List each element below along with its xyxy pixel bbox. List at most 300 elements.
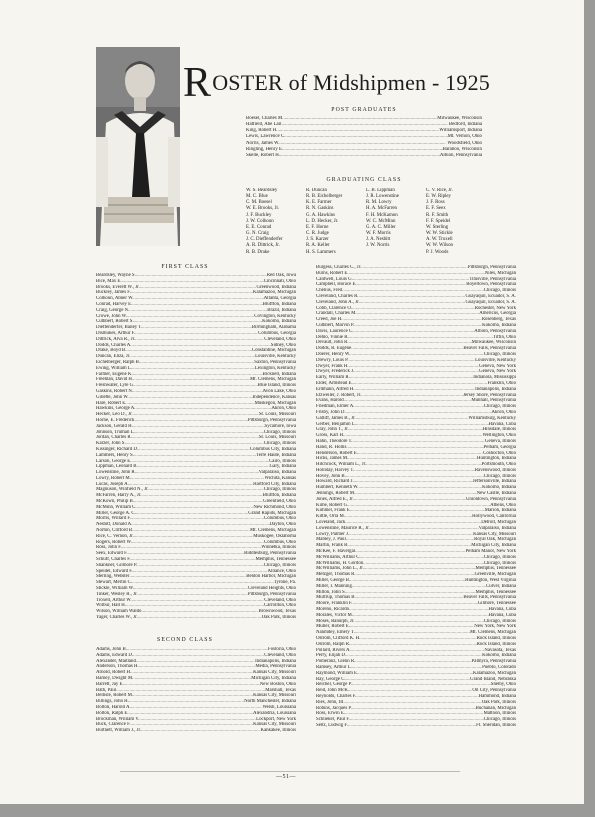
entry-name: Etzweiler, J. Robert, Jr. bbox=[316, 392, 362, 398]
entry-hometown: Oak Park, Illinois bbox=[261, 615, 296, 621]
graduate-name: W. C. McMinn bbox=[366, 218, 396, 224]
entry-hometown: New Boston, Ohio bbox=[259, 681, 296, 687]
entry-name: Hitchcock, William L., Jr. bbox=[316, 462, 367, 468]
entry-name: Friedman, Elmer A. bbox=[316, 404, 355, 410]
entry-hometown: Fostoria, Ohio bbox=[268, 647, 296, 652]
entry-hometown: Cincinnati, Ohio bbox=[263, 278, 296, 284]
entry-name: Rice, C. Vernon, Jr. bbox=[96, 533, 134, 539]
entry-hometown: Geneva, New York bbox=[479, 363, 516, 369]
entry-name: Cuthbert, Robert S. bbox=[96, 319, 134, 325]
entry-name: McWilliams, John L., Jr. bbox=[316, 566, 364, 572]
entry-name: Farmer, Eugene K. bbox=[96, 371, 133, 377]
graduate-name: J. R. Lowenstine bbox=[366, 194, 399, 200]
entry-name: Lowenstine, Maurice R., Jr. bbox=[316, 525, 370, 531]
graduate-name: G. A. C. Miller bbox=[366, 224, 396, 230]
roster-entry bbox=[96, 615, 296, 621]
entry-name: Larson, George E. bbox=[96, 458, 132, 464]
page-title bbox=[183, 62, 581, 104]
roster-entry bbox=[96, 728, 296, 734]
graduate-name: A. R. Dittrick, Jr. bbox=[246, 243, 280, 249]
entry-hometown: Bluffton, Indiana bbox=[262, 301, 296, 307]
graduate-name: P. J. Woods bbox=[426, 249, 449, 255]
entry-hometown: Kokomo, Indiana bbox=[482, 485, 516, 491]
entry-name: Seex, Edward F. bbox=[96, 551, 128, 557]
entry-hometown: Memphis, Tennessee bbox=[475, 589, 516, 595]
entry-name: Freshwater, Lyle G. bbox=[96, 383, 135, 389]
graduate-name: W. W. Wilson bbox=[426, 243, 453, 249]
entry-name: Kittle, Orra M. bbox=[316, 514, 346, 520]
entry-hometown: Pittsburgh, Pennsylvania bbox=[467, 265, 516, 270]
entry-hometown: Chicago, Illinois bbox=[263, 562, 296, 568]
entry-name: Gerber, Benjamin L. bbox=[316, 421, 356, 427]
entry-name: Alexander, Maitland bbox=[96, 658, 136, 664]
entry-name: Ross, Erwin E. bbox=[316, 711, 346, 717]
entry-name: Muller, Robert E. bbox=[316, 624, 350, 630]
entry-hometown: New Castle, Indiana bbox=[476, 491, 516, 497]
entry-hometown: Williamsport, Indiana bbox=[439, 128, 482, 134]
entry-name: Robins, Jacques P. bbox=[316, 705, 352, 711]
entry-hometown: Hollywood, California bbox=[472, 514, 516, 520]
entry-name: Martin, Frank R. bbox=[316, 543, 349, 549]
entry-name: Lowry, Palmer J. bbox=[316, 531, 350, 537]
entry-hometown: Hammond, Indiana bbox=[478, 693, 516, 699]
entry-hometown: Jeffersonville, Indiana bbox=[472, 479, 516, 485]
entry-hometown: Havana, Cuba bbox=[488, 607, 516, 613]
entry-hometown: Gilmore, Tennessee bbox=[477, 601, 516, 607]
page-number: —51— bbox=[276, 774, 296, 780]
entry-name: Metzger, Thomas R. bbox=[316, 572, 356, 578]
entry-name: Nanmdey, Emery T. bbox=[316, 630, 355, 636]
entry-hometown: Columbus City, Indiana bbox=[249, 446, 296, 452]
entry-hometown: Greenwood, Indiana bbox=[256, 284, 296, 290]
entry-name: Lippman, Leonard B. bbox=[96, 464, 138, 470]
entry-hometown: Chicago, Illinois bbox=[263, 441, 296, 447]
entry-name: Conrad, Harvey E. bbox=[96, 301, 133, 307]
post-graduate-entry bbox=[246, 153, 482, 159]
graduate-name: G. A. Hawkins bbox=[306, 212, 336, 218]
graduate-name: W. E. Brooks, Jr. bbox=[246, 206, 280, 212]
entry-hometown: Mt. Vernon, Ohio bbox=[447, 134, 482, 140]
entry-hometown: Cleveland, Ohio bbox=[264, 652, 296, 658]
entry-hometown: Coshocton, Ohio bbox=[483, 450, 516, 456]
graduate-name: H. A. McFarren bbox=[366, 206, 397, 212]
graduate-name: E. F. Seex bbox=[426, 206, 446, 212]
entry-hometown: Valparaiso, Indiana bbox=[478, 525, 516, 531]
entry-name: Miller, I. Manning bbox=[316, 583, 352, 589]
entry-name: Yager, Charles W., Jr. bbox=[96, 615, 138, 621]
entry-name: Barrett, Jay E. bbox=[96, 681, 124, 687]
graduating-class-column bbox=[426, 188, 486, 256]
entry-hometown: Milwaukee, Wisconsin bbox=[437, 116, 482, 121]
entry-hometown: Rosenberg, Texas bbox=[481, 317, 516, 323]
entry-hometown: Grand Island, Nebraska bbox=[470, 676, 516, 682]
entry-name: Karzer, John S. bbox=[96, 441, 126, 447]
entry-name: Billings, John H. bbox=[96, 699, 129, 705]
entry-hometown: Woodsfield, Ohio bbox=[447, 140, 482, 146]
entry-name: McWilliams, Arthur C. bbox=[316, 554, 361, 560]
entry-hometown: Chicago, Illinois bbox=[483, 351, 516, 357]
entry-name: Kissinger, Richard D. bbox=[96, 446, 139, 452]
entry-name: Lammers, Henry S. bbox=[96, 452, 134, 458]
graduate-name: L. B. Lippman bbox=[366, 188, 395, 193]
entry-name: Drewry, Louis P. bbox=[316, 357, 349, 363]
entry-name: Buckley, James F. bbox=[96, 290, 131, 296]
entry-name: Hahn, Theodore T. bbox=[316, 438, 353, 444]
entry-hometown: Chicago, Illinois bbox=[483, 560, 516, 566]
entry-name: Erdmann, Alfred H. bbox=[316, 386, 355, 392]
entry-hometown: Mt. Clemens, Michigan bbox=[249, 528, 296, 534]
graduate-name: W. F. Morris bbox=[366, 231, 391, 237]
graduate-name: R. N. Gaskins bbox=[306, 206, 334, 212]
entry-hometown: Boyertown, Pennsylvania bbox=[466, 282, 516, 288]
entry-hometown: Indianapolis, Indiana bbox=[255, 658, 296, 664]
entry-hometown: St. Louis, Missouri bbox=[258, 435, 296, 441]
entry-hometown: Geneva, New York bbox=[479, 369, 516, 375]
graduating-class-heading: GRADUATING CLASS bbox=[326, 177, 402, 183]
entry-hometown: Blue Island, Illinois bbox=[257, 383, 296, 389]
entry-hometown: Greenfield, Ohio bbox=[263, 499, 296, 505]
entry-hometown: Pittsburgh, Pennsylvania bbox=[247, 591, 296, 597]
entry-name: Lowry, Robert M. bbox=[96, 475, 131, 481]
graduate-name: H. S. Lammers bbox=[306, 249, 336, 255]
entry-hometown: Cleveland, Ohio bbox=[264, 597, 296, 603]
entry-name: Bolton, Harold A. bbox=[96, 704, 131, 710]
entry-hometown: Grand Rapids, Michigan bbox=[248, 510, 296, 516]
entry-hometown: Huntington, Indiana bbox=[476, 456, 516, 462]
entry-name: Reynolds, Charles F. bbox=[316, 693, 357, 699]
entry-hometown: Akron, Ohio bbox=[491, 409, 516, 415]
entry-hometown: Kansas City, Missouri bbox=[473, 531, 516, 537]
entry-hometown: Independence, Kansas bbox=[252, 394, 296, 400]
graduate-name: M. C. Blue bbox=[246, 194, 268, 200]
entry-hometown: Louisville, Kentucky bbox=[475, 357, 516, 363]
second-class-heading: SECOND CLASS bbox=[157, 637, 213, 643]
entry-name: Caldwell, Louis G. bbox=[316, 276, 353, 282]
entry-name: Barney, Dwight M. bbox=[96, 675, 134, 681]
entry-name: Buck, Clarence F. bbox=[96, 722, 131, 728]
entry-name: Jones, Alfred E., Jr. bbox=[316, 496, 354, 502]
entry-name: Adams, Edward D. bbox=[96, 652, 134, 658]
entry-name: Brockman, William V. bbox=[96, 716, 140, 722]
entry-hometown: Lockport, New York bbox=[256, 716, 296, 722]
entry-name: Ostrom, Clifford K. H. bbox=[316, 636, 361, 641]
entry-name: Dismukes, Arthur F. bbox=[96, 330, 136, 336]
entry-name: Burgess, Charles C., Jr. bbox=[316, 265, 362, 270]
entry-name: Troxell, Arthur W. bbox=[96, 597, 132, 603]
entry-hometown: Portsmouth, Ohio bbox=[481, 462, 516, 468]
graduate-name: R. M. Lowry bbox=[366, 200, 392, 206]
entry-hometown: Constantine, Michigan bbox=[251, 348, 296, 354]
entry-hometown: Beaver Falls, Pennsylvania bbox=[463, 346, 516, 352]
entry-hometown: Benton Harbor, Michigan bbox=[246, 574, 296, 580]
entry-name: Nesbitt, Donald A. bbox=[96, 522, 133, 528]
entry-name: Craig, George N. bbox=[96, 307, 130, 313]
entry-hometown: Brownwood, Texas bbox=[258, 609, 296, 615]
entry-hometown: Albion, Pennsylvania bbox=[474, 328, 516, 334]
footer-rule bbox=[120, 771, 460, 772]
entry-name: Ross, John F. bbox=[96, 545, 122, 551]
title-rest: OSTER of Midshipmen - 1925 bbox=[212, 70, 490, 95]
entry-hometown: Media, Pennsylvania bbox=[255, 664, 296, 670]
entry-hometown: Albion, Pennsylvania bbox=[439, 152, 482, 158]
graduate-name: C. M. Boesel bbox=[246, 200, 272, 206]
entry-hometown: Jersey Shore, Pennsylvania bbox=[463, 392, 516, 398]
entry-hometown: Chicago, Illinois bbox=[263, 487, 296, 493]
graduate-name: R. Duncan bbox=[306, 188, 327, 193]
entry-hometown: Alliance, Ohio bbox=[267, 568, 296, 574]
entry-name: Hawkins, George A. bbox=[96, 406, 136, 412]
entry-hometown: Atlanta, Georgia bbox=[263, 296, 296, 302]
entry-hometown: Gary, Indiana bbox=[269, 464, 296, 470]
entry-hometown: Baraboo, Wisconsin bbox=[442, 146, 482, 152]
entry-hometown: Kansas City, Missouri bbox=[253, 670, 296, 676]
graduate-name: R. F. Smith bbox=[426, 212, 449, 218]
entry-hometown: Pueblo, Colorado bbox=[482, 664, 516, 670]
entry-hometown: Chicago, Illinois bbox=[483, 288, 516, 294]
entry-hometown: Indianola, Mississippi bbox=[473, 375, 516, 381]
entry-name: McMinn, William C. bbox=[96, 504, 137, 510]
graduating-class-column bbox=[306, 188, 366, 256]
entry-name: Wilson, William Waldo bbox=[96, 609, 142, 615]
entry-hometown: Louisville, Kentucky bbox=[255, 354, 296, 360]
entry-name: Anderson, Thomas H. bbox=[96, 664, 139, 670]
graduate-name: R. B. Eichelberger bbox=[306, 194, 343, 200]
entry-name: Norris, James W. bbox=[246, 140, 280, 146]
entry-hometown: Lexington, Kentucky bbox=[254, 365, 296, 371]
entry-hometown: Columbus, Ohio bbox=[263, 539, 296, 545]
entry-hometown: Chicago, Illinois bbox=[483, 554, 516, 560]
entry-name: Arnold, Robert H. bbox=[96, 670, 132, 676]
entry-name: McFarren, Harry A., Jr. bbox=[96, 493, 142, 499]
entry-name: Gaskins, Robert N. bbox=[96, 388, 134, 394]
entry-hometown: Avon Lake, Ohio bbox=[262, 388, 296, 394]
entry-name: Speidel, Edward F. bbox=[96, 568, 133, 574]
entry-name: Schuff, Charles F. bbox=[96, 557, 131, 563]
entry-hometown: Chicago, Illinois bbox=[263, 429, 296, 435]
midshipman-portrait bbox=[96, 47, 180, 246]
entry-hometown: Chicago, Illinois bbox=[483, 404, 516, 410]
entry-name: Cleveland, John A., Jr. bbox=[316, 299, 360, 305]
entry-hometown: Red Oak, Iowa bbox=[266, 273, 296, 278]
entry-name: McWilliams, H. Gordon bbox=[316, 560, 364, 566]
leader-dots bbox=[280, 153, 440, 159]
entry-name: Henderson, Robert E. bbox=[316, 450, 358, 456]
entry-hometown: Carrollton, Ohio bbox=[263, 603, 296, 609]
entry-name: Lucas, Joseph A. bbox=[96, 481, 129, 487]
entry-hometown: Michigan City, Indiana bbox=[251, 675, 296, 681]
entry-hometown: Cleveland Heights, Ohio bbox=[247, 586, 296, 592]
entry-hometown: Mt. Clemens, Michigan bbox=[249, 377, 296, 383]
entry-hometown: Riddlesburg, Pennsylvania bbox=[244, 551, 296, 557]
entry-name: McKee, F. Havergal bbox=[316, 549, 356, 555]
graduate-name: R. B. Drake bbox=[246, 249, 270, 255]
entry-name: Kimmel, Frank E. bbox=[316, 508, 351, 514]
entry-name: Gillette, John W. bbox=[96, 394, 129, 400]
entry-hometown: Sycamore, Iowa bbox=[264, 423, 296, 429]
graduate-name: J. S. Karzer bbox=[306, 237, 329, 243]
entry-hometown: Mt. Clemens, Michigan bbox=[469, 630, 516, 636]
entry-name: Perry, Elijah D. bbox=[316, 653, 347, 659]
entry-name: Skelle, Robert H. bbox=[246, 152, 280, 158]
entry-name: Tinker, Wesley R., Jr. bbox=[96, 591, 138, 597]
graduate-name: J. W. Colhoun bbox=[246, 218, 274, 224]
entry-name: Cuthbert, Marvin P. bbox=[316, 322, 355, 328]
graduate-name: E. E. Conrad bbox=[246, 224, 272, 230]
entry-hometown: Michigan City, Indiana bbox=[471, 543, 516, 549]
roster-entry bbox=[316, 723, 516, 729]
entry-hometown: Milwaukee, Wisconsin bbox=[471, 340, 516, 346]
first-class-heading: FIRST CLASS bbox=[161, 264, 209, 270]
entry-hometown: Marshall, Texas bbox=[265, 687, 296, 693]
entry-hometown: Guayaquil, Ecuador, S. A. bbox=[465, 299, 516, 305]
entry-hometown: Wellington, Ohio bbox=[482, 433, 516, 439]
entry-hometown: Wichita, Kansas bbox=[264, 475, 296, 481]
entry-name: Chelius, Fred bbox=[316, 288, 343, 294]
graduate-name: J. F. Ross bbox=[426, 200, 445, 206]
graduate-name: J. C. Dieffenderfer bbox=[246, 237, 283, 243]
entry-hometown: Havana, Cuba bbox=[488, 612, 516, 618]
entry-hometown: Terre Haute, Indiana bbox=[256, 452, 296, 458]
entry-name: Ostrom, Ralph R. bbox=[316, 641, 351, 647]
entry-name: Johnson, Truman L. bbox=[96, 429, 135, 435]
entry-name: Eichelberger, Ralph B. bbox=[96, 359, 141, 365]
entry-hometown: Franklin, Ohio bbox=[487, 380, 516, 386]
graduate-name: G. N. Craig bbox=[246, 231, 269, 237]
entry-name: Reid, John McK. bbox=[316, 688, 350, 694]
entry-hometown: Covington, Kentucky bbox=[254, 313, 296, 319]
entry-hometown: Brazil, Indiana bbox=[267, 307, 296, 313]
entry-hometown: Winnetka, Illinois bbox=[261, 545, 296, 551]
entry-name: Mabley, J. Paul bbox=[316, 537, 346, 543]
entry-name: Raymond, William E. bbox=[316, 670, 359, 676]
entry-hometown: New Richmond, Ohio bbox=[253, 504, 296, 510]
entry-name: Loveland, Jack bbox=[316, 520, 346, 526]
entry-name: Pomeranz, Glenn R. bbox=[316, 659, 356, 665]
entry-name: Devault, John R. bbox=[316, 340, 349, 346]
entry-hometown: Beaver Falls, Pennsylvania bbox=[463, 595, 516, 601]
second-class-list bbox=[96, 647, 296, 734]
entry-hometown: Guayaquil, Ecuador, S. A. bbox=[465, 293, 516, 299]
entry-name: Dodds, Charles A. bbox=[96, 342, 132, 348]
entry-hometown: Kankakee, Illinois bbox=[260, 728, 296, 734]
graduating-class-column bbox=[366, 188, 426, 256]
graduate-name: F. H. McKamon bbox=[366, 212, 398, 218]
entry-hometown: Tyrone, Pa. bbox=[273, 580, 296, 586]
entry-hometown: Rock Island, Illinois bbox=[476, 641, 516, 647]
entry-hometown: Kalamazoo, Michigan bbox=[252, 290, 296, 296]
graduate-name: J. A. Nesbitt bbox=[366, 237, 391, 243]
entry-name: Moore, Franklin F. bbox=[316, 601, 353, 607]
entry-hometown: Niles, Michigan bbox=[484, 270, 516, 276]
entry-name: Mulfrup, Thomas B. bbox=[316, 595, 356, 601]
post-graduates-list bbox=[246, 116, 482, 159]
entry-hometown: Tiffin, Ohio bbox=[492, 334, 516, 340]
entry-hometown: Birmingham, Alabama bbox=[251, 325, 296, 331]
entry-name: Ray, George C. bbox=[316, 676, 346, 682]
entry-hometown: Buchanan, Michigan bbox=[475, 705, 516, 711]
entry-hometown: Munhall, Pennsylvania bbox=[471, 398, 516, 404]
entry-hometown: Kansas City, Missouri bbox=[253, 722, 296, 728]
graduate-name: W. Sterling bbox=[426, 224, 449, 230]
entry-hometown: Chicago, Illinois bbox=[483, 473, 516, 479]
entry-hometown: Muskegon, Michigan bbox=[254, 400, 296, 406]
entry-hometown: St. Louis, Missouri bbox=[258, 412, 296, 418]
entry-hometown: Chicago, Illinois bbox=[483, 618, 516, 624]
entry-hometown: Palmyra, Pennsylvania bbox=[471, 659, 516, 665]
entry-hometown: Bedford, Indiana bbox=[448, 122, 482, 128]
entry-name: Sterling, Webster bbox=[96, 574, 130, 580]
entry-hometown: Columbus, Ohio bbox=[263, 516, 296, 522]
entry-hometown: Pelham Manor, New York bbox=[465, 549, 516, 555]
entry-hometown: Cleveland, Ohio bbox=[264, 336, 296, 342]
entry-name: Morris, Willard F. bbox=[96, 516, 131, 522]
entry-hometown: Bicknell, Indiana bbox=[262, 371, 296, 377]
entry-hometown: Navasota, Texas bbox=[484, 647, 516, 653]
entry-name: Stewart, Merlin C. bbox=[96, 580, 133, 586]
entry-name: Evans, Harold bbox=[316, 398, 344, 404]
entry-name: Ewing, William L. bbox=[96, 365, 133, 371]
entry-name: Milton, John S. bbox=[316, 589, 346, 595]
entry-name: Dittrick, Alva R., Jr. bbox=[96, 336, 136, 342]
entry-name: Reichel, George P. bbox=[316, 682, 352, 688]
entry-name: Kime, Robert G. bbox=[316, 502, 349, 508]
entry-name: Boesel, Charles M. bbox=[246, 116, 284, 121]
entry-name: Hecker, Leo D., Jr. bbox=[96, 412, 133, 418]
entry-name: Elder, Armstead E. bbox=[316, 380, 353, 386]
entry-name: Crandall, Charles M. bbox=[316, 311, 357, 317]
entry-name: Davis, Laurence C. bbox=[316, 328, 354, 334]
entry-name: Hicks, James M. bbox=[316, 456, 349, 462]
graduating-class-column bbox=[246, 188, 306, 256]
entry-hometown: Rock Island, Illinois bbox=[476, 636, 516, 641]
entry-hometown: Bluffton, Indiana bbox=[262, 493, 296, 499]
entry-hometown: Athens, Ohio bbox=[490, 502, 516, 508]
entry-name: Colhoun, Abner W. bbox=[96, 296, 134, 302]
leader-dots bbox=[141, 728, 260, 734]
entry-name: Gross, Karl H. bbox=[316, 433, 345, 439]
entry-hometown: Muskogee, Oklahoma bbox=[253, 533, 296, 539]
entry-hometown: North Manchester, Indiana bbox=[244, 699, 296, 705]
entry-hometown: Welsh, Louisiana bbox=[262, 704, 296, 710]
entry-name: Creed, Joe H. bbox=[316, 317, 343, 323]
entry-hometown: Pelham, Georgia bbox=[483, 444, 516, 450]
entry-hometown: Oil City, Pennsylvania bbox=[472, 688, 516, 694]
graduate-name: A. W. Troxell bbox=[426, 237, 453, 243]
entry-hometown: Oak Park, Illinois bbox=[481, 699, 516, 705]
graduate-name: C. R. Judge bbox=[306, 231, 329, 237]
graduate-name: W. W. Stickle bbox=[426, 231, 453, 237]
entry-name: Cobb, Clarence O. bbox=[316, 305, 353, 311]
entry-hometown: Detroit, Michigan bbox=[481, 520, 516, 526]
entry-name: Lewis, Lawrence C. bbox=[246, 134, 286, 140]
entry-hometown: Culver, Indiana bbox=[486, 583, 516, 589]
entry-name: Dieffenderfer, Bailey T. bbox=[96, 325, 143, 331]
entry-name: Beardsley, Wayne S. bbox=[96, 273, 136, 278]
entry-name: Lowenstine, John R. bbox=[96, 470, 136, 476]
graduating-class-grid bbox=[246, 188, 486, 256]
graduate-name: E. F. Horne bbox=[306, 224, 329, 230]
graduate-name: J. W. Norris bbox=[366, 243, 390, 249]
entry-name: Schlieker, Paul F. bbox=[316, 717, 350, 723]
entry-name: Miller, George B. bbox=[316, 578, 351, 584]
entry-hometown: Marion, Indiana bbox=[484, 508, 516, 514]
entry-name: Holliday, Harvey T. bbox=[316, 467, 355, 473]
entry-name: Adams, John B. bbox=[96, 647, 127, 652]
entry-hometown: Ravenswood, Illinois bbox=[474, 467, 516, 473]
entry-name: Drake, Boyd B. bbox=[96, 348, 127, 354]
entry-name: Brooks, Everett W., Jr. bbox=[96, 284, 140, 290]
entry-name: Magnuson, Winfield N., Jr. bbox=[96, 487, 149, 493]
